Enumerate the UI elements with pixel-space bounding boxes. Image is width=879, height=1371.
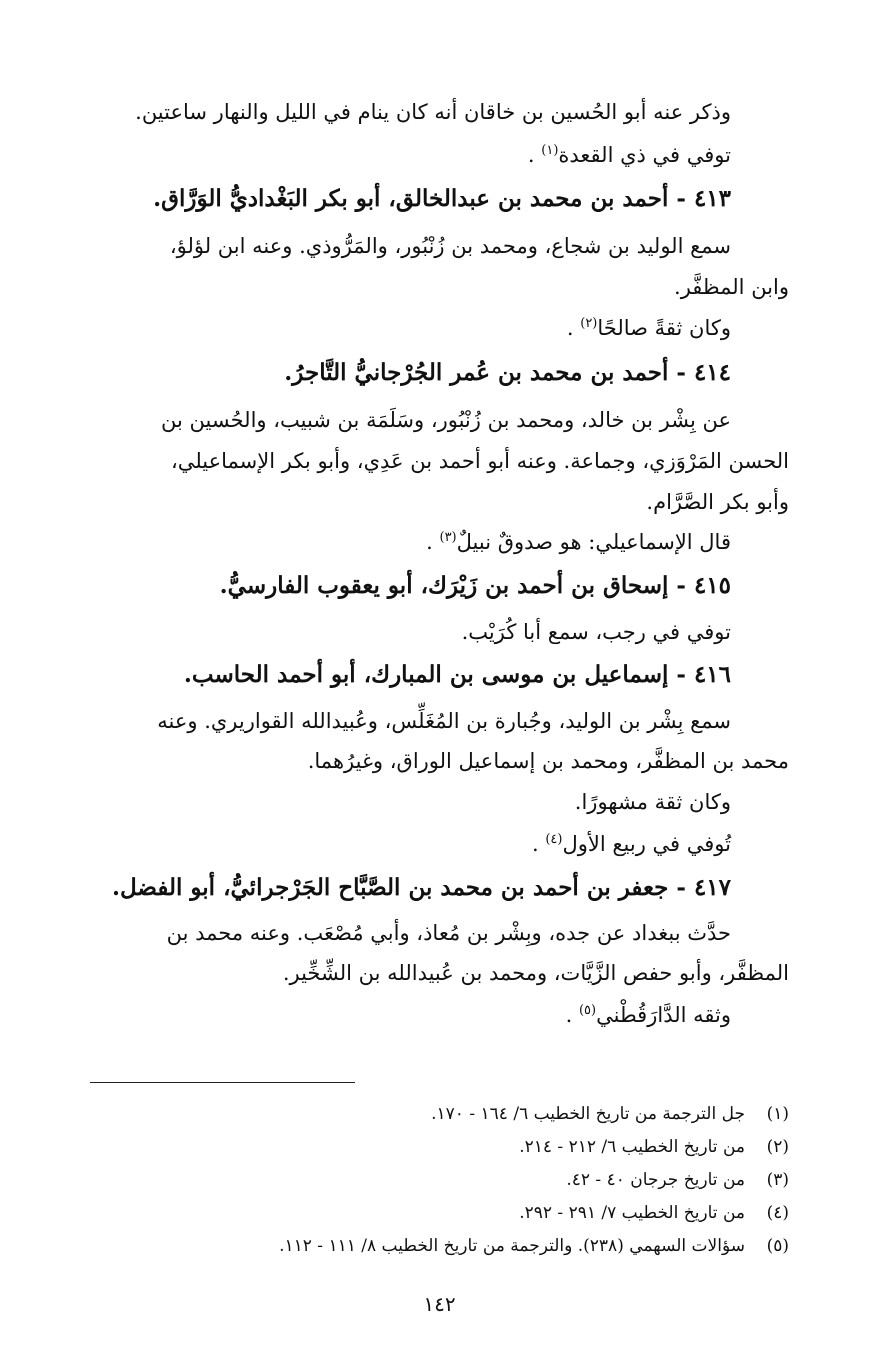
text-line: توفي في رجب، سمع أبا كُرَيْب. [461,620,731,644]
text-line: الحسن المَرْوَزي، وجماعة. وعنه أبو أحمد بن عَدِي، وأبو بكر الإسماعيلي، [171,449,789,473]
text-line: قال الإسماعيلي: هو صدوقٌ نبيلٌ$^{(٣)}$ . [426,530,731,554]
footnote-number: (٣) [766,1170,789,1190]
text-line: محمد بن المظفَّر، ومحمد بن إسماعيل الوراق، وغيرُهما. [307,749,789,773]
text-line: وأبو بكر الصَّرَّام. [646,490,789,514]
text-line: وكان ثقةً صالحًا$^{(٢)}$ . [566,316,731,340]
footnote-text: جل الترجمة من تاريخ الخطيب ٦/ ١٦٤ - ١٧٠. [431,1104,745,1124]
text-span: تُوفي في ربيع الأول [562,832,731,856]
text-line: سمع بِشْر بن الوليد، وجُبارة بن المُغَلِّس، وعُبيدالله القواريري. وعنه [157,709,731,733]
text-line: توفي في ذي القعدة$^{(١)}$ . [527,143,731,167]
text-line: المظفَّر، وأبو حفص الزَّيَّات، ومحمد بن عُبيدالله بن الشِّخِّير. [282,961,789,985]
entry-title-415: ٤١٥ - إسحاق بن أحمد بن زَيْرَك، أبو يعقوب الفارسيُّ. [219,572,731,599]
entry-title-413: ٤١٣ - أحمد بن محمد بن عبدالخالق، أبو بكر البَغْداديُّ الوَرَّاق. [153,185,731,212]
footnote-number: (١) [766,1104,789,1124]
footnote-3 [90,1168,789,1192]
text-line: سمع الوليد بن شجاع، ومحمد بن زُنْبُور، والمَرُّوذي. وعنه ابن لؤلؤ، [169,234,731,258]
footnote-text: من تاريخ الخطيب ٧/ ٢٩١ - ٢٩٢. [519,1203,745,1223]
text-line: وابن المظفَّر. [674,275,789,299]
entry-title-414: ٤١٤ - أحمد بن محمد بن عُمر الجُرْجانيُّ التَّاجرُ. [284,359,731,386]
text-span: وثقه الدَّارَقُطْني [596,1003,731,1027]
footnote-divider [90,1082,355,1083]
footnote-2 [90,1135,789,1159]
footnote-ref: (١) [541,143,559,158]
footnote-text: من تاريخ جرجان ٤٠ - ٤٢. [566,1170,745,1190]
text-line: وثقه الدَّارَقُطْني$^{(٥)}$ . [565,1003,731,1027]
footnote-ref: (٣) [439,530,457,545]
footnote-ref: (٥) [578,1003,597,1018]
footnote-5 [90,1234,789,1258]
text-line: عن بِشْر بن خالد، ومحمد بن زُنْبُور، وسَلَمَة بن شبيب، والحُسين بن [161,408,731,432]
text-span: وكان ثقةً صالحًا [597,316,731,340]
footnote-number: (٢) [766,1137,789,1157]
text-line: وذكر عنه أبو الحُسين بن خاقان أنه كان ينام في الليل والنهار ساعتين. [135,100,731,124]
text-span: توفي في ذي القعدة [558,143,731,167]
text-line: وكان ثقة مشهورًا. [574,790,731,814]
footnote-text: من تاريخ الخطيب ٦/ ٢١٢ - ٢١٤. [519,1137,745,1157]
footnote-1 [90,1102,789,1126]
footnote-ref: (٢) [580,316,598,331]
text-line: حدَّث ببغداد عن جده، وبِشْر بن مُعاذ، وأبي مُصْعَب. وعنه محمد بن [166,921,731,945]
footnote-text: سؤالات السهمي (٢٣٨). والترجمة من تاريخ الخطيب ٨/ ١١١ - ١١٢. [279,1236,745,1256]
footnote-ref: (٤) [545,832,563,847]
text-span: قال الإسماعيلي: هو صدوقٌ نبيلٌ [456,530,731,554]
text-line: تُوفي في ربيع الأول$^{(٤)}$ . [531,832,731,856]
entry-title-416: ٤١٦ - إسماعيل بن موسى بن المبارك، أبو أحمد الحاسب. [183,661,731,688]
page-number: ١٤٢ [423,1292,456,1316]
entry-title-417: ٤١٧ - جعفر بن أحمد بن محمد بن الصَّبَّاح الجَرْجرائيُّ، أبو الفضل. [111,874,731,901]
footnote-number: (٤) [766,1203,789,1223]
footnote-number: (٥) [766,1236,789,1256]
footnote-4 [90,1201,789,1225]
